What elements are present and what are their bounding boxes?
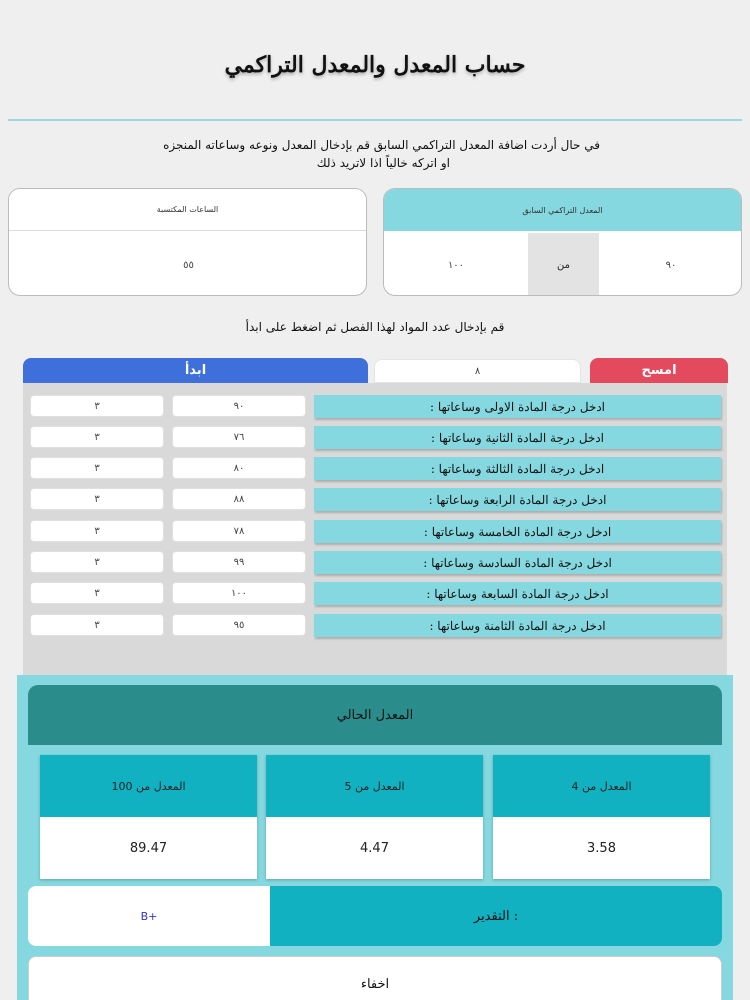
gpa-out-of-4-label: المعدل من 4 xyxy=(493,755,710,817)
subject-row-3 xyxy=(23,457,727,481)
gpa-out-of-100-label: المعدل من 100 xyxy=(40,755,257,817)
subject-label: ادخل درجة المادة الثانية وساعاتها : xyxy=(314,426,721,449)
earned-hours-label: الساعات المكتسبة xyxy=(9,189,366,231)
subject-row-8 xyxy=(23,614,727,638)
hide-button[interactable]: اخفاء xyxy=(28,956,722,1000)
subject-hours-input[interactable]: ٣ xyxy=(30,582,164,604)
subjects-panel xyxy=(23,383,727,675)
letter-grade-row xyxy=(28,886,722,946)
subject-count-input[interactable]: ٨ xyxy=(374,359,581,383)
subject-hours-input[interactable]: ٣ xyxy=(30,395,164,417)
subject-grade-input[interactable]: ٩٩ xyxy=(172,551,306,573)
intro-line-1: في حال أردت اضافة المعدل التراكمي السابق قم بإدخال المعدل ونوعه وساعاته المنجزه xyxy=(163,138,600,152)
subject-row-2 xyxy=(23,426,727,450)
subject-grade-input[interactable]: ٧٨ xyxy=(172,520,306,542)
subject-hours-input[interactable]: ٣ xyxy=(30,488,164,510)
previous-gpa-card xyxy=(383,188,742,296)
title-divider xyxy=(8,119,742,121)
subject-grade-input[interactable]: ٩٥ xyxy=(172,614,306,636)
gpa-out-of-5-value: 4.47 xyxy=(360,840,389,856)
gpa-out-of-100-card xyxy=(40,755,257,879)
subject-row-4 xyxy=(23,488,727,512)
subject-row-6 xyxy=(23,551,727,575)
previous-gpa-scale-label: من xyxy=(528,233,599,296)
subject-label: ادخل درجة المادة الثامنة وساعاتها : xyxy=(314,614,721,637)
earned-hours-card xyxy=(8,188,367,296)
subject-row-5 xyxy=(23,520,727,544)
gpa-out-of-5-card xyxy=(266,755,483,879)
subject-row-1 xyxy=(23,395,727,419)
earned-hours-input[interactable]: ٥٥ xyxy=(183,259,194,271)
previous-gpa-label: المعدل التراكمي السابق xyxy=(384,189,741,231)
previous-gpa-input[interactable]: ٩٠ xyxy=(665,259,677,271)
intro-text xyxy=(80,136,600,172)
subject-label: ادخل درجة المادة الاولى وساعاتها : xyxy=(314,395,721,418)
gpa-out-of-5-label: المعدل من 5 xyxy=(266,755,483,817)
gpa-out-of-4-value: 3.58 xyxy=(587,840,616,856)
current-gpa-header: المعدل الحالي xyxy=(28,685,722,745)
subject-grade-input[interactable]: ٨٠ xyxy=(172,457,306,479)
subject-label: ادخل درجة المادة السادسة وساعاتها : xyxy=(314,551,721,574)
subject-label: ادخل درجة المادة الثالثة وساعاتها : xyxy=(314,457,721,480)
clear-button[interactable]: امسح xyxy=(590,358,728,383)
start-button[interactable]: ابدأ xyxy=(23,358,368,383)
subject-hours-input[interactable]: ٣ xyxy=(30,426,164,448)
subject-hours-input[interactable]: ٣ xyxy=(30,614,164,636)
subject-label: ادخل درجة المادة الرابعة وساعاتها : xyxy=(314,488,721,511)
subjects-instruction: قم بإدخال عدد المواد لهذا الفصل ثم اضغط على ابدأ xyxy=(245,320,505,334)
subject-grade-input[interactable]: ٧٦ xyxy=(172,426,306,448)
subject-hours-input[interactable]: ٣ xyxy=(30,551,164,573)
intro-line-2: او اتركه خالياً اذا لاتريد ذلك xyxy=(316,156,450,170)
gpa-out-of-4-card xyxy=(493,755,710,879)
subject-grade-input[interactable]: ٨٨ xyxy=(172,488,306,510)
subject-label: ادخل درجة المادة الخامسة وساعاتها : xyxy=(314,520,721,543)
letter-grade-value: B+ xyxy=(140,909,158,923)
subject-row-7 xyxy=(23,582,727,606)
subject-label: ادخل درجة المادة السابعة وساعاتها : xyxy=(314,582,721,605)
subject-grade-input[interactable]: ٩٠ xyxy=(172,395,306,417)
subject-hours-input[interactable]: ٣ xyxy=(30,457,164,479)
previous-gpa-scale-input[interactable]: ١٠٠ xyxy=(447,259,465,271)
gpa-out-of-100-value: 89.47 xyxy=(129,840,168,856)
subject-grade-input[interactable]: ١٠٠ xyxy=(172,582,306,604)
page-title: حساب المعدل والمعدل التراكمي xyxy=(224,52,526,78)
letter-grade-label: التقدير : xyxy=(270,886,722,946)
subject-hours-input[interactable]: ٣ xyxy=(30,520,164,542)
